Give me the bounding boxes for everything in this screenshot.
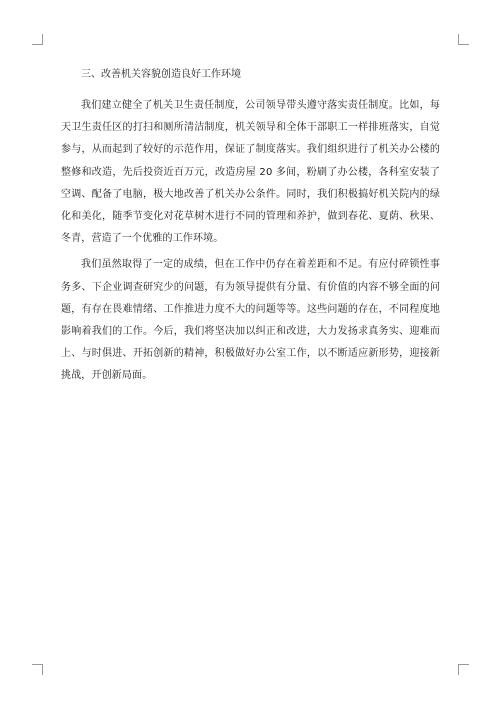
- paragraph-1: 我们建立健全了机关卫生责任制度，公司领导带头遵守落实责任制度。比如，每天卫生责任区的打扫和厕所清洁制度，机关领导和全体干部职工一样排班落实，自觉参与，从而起到了较好的示范作用，保证了制度落实。我们组织进行了机关办公楼的整修和改造，先后投资近百万元，改造房屋 20 多间，粉刷了办公楼，各科室安装了空调、配备了电脑，极大地改善了机关办公条件。同时，我们积极搞好机关院内的绿化和美化，随季节变化对花草树木进行不同的管理和养护，做到春花、夏荫、秋果、冬青，营造了一个优雅的工作环境。: [61, 100, 440, 245]
- crop-mark-bottom-left: [32, 664, 43, 675]
- crop-mark-top-right: [458, 34, 469, 45]
- crop-mark-top-left: [32, 34, 43, 45]
- section-heading: 三、改善机关容貌创造良好工作环境: [81, 69, 241, 80]
- crop-mark-bottom-right: [458, 664, 469, 675]
- paragraph-2: 我们虽然取得了一定的成绩，但在工作中仍存在着差距和不足。有应付碎锁性事务多、下企业调查研究少的问题，有为领导提供有分量、有价值的内容不够全面的问题，有存在畏难情绪、工作推进力度不大的问题等等。这些问题的存在，不同程度地影响着我们的工作。今后，我们将坚决加以纠正和改进，大力发扬求真务实、迎难而上、与时俱进、开拓创新的精神，积极做好办公室工作，以不断适应新形势，迎接新挑战，开创新局面。: [61, 259, 440, 382]
- document-body: [61, 68, 440, 392]
